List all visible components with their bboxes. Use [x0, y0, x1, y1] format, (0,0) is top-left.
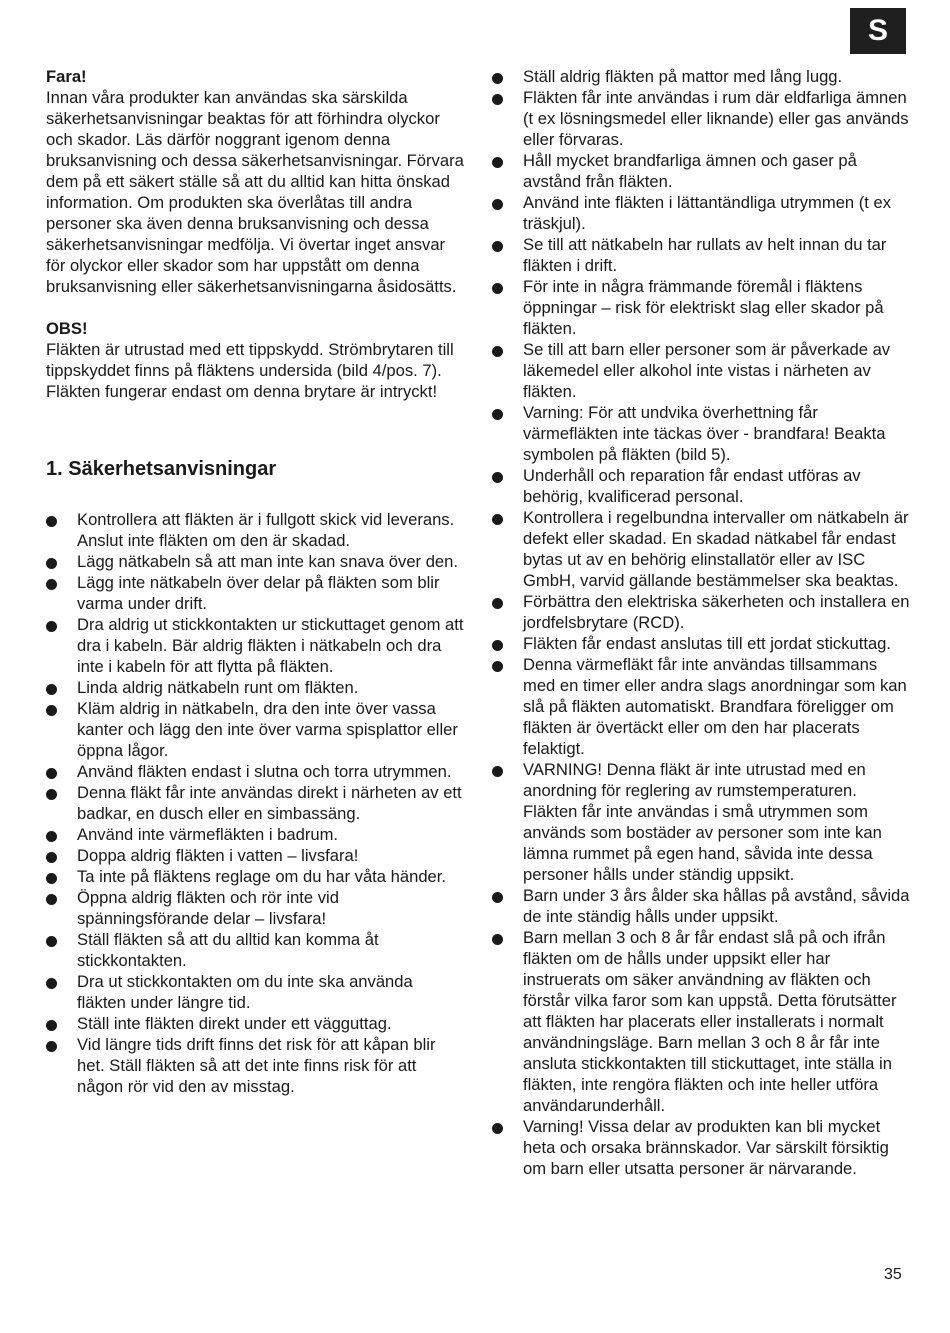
- list-item: [46, 1034, 466, 1097]
- list-item: [492, 654, 910, 759]
- list-item-text: Fläkten får endast anslutas till ett jordat stickuttag.: [523, 634, 892, 653]
- left-column: [46, 66, 466, 1097]
- list-item: [492, 66, 910, 87]
- list-item-text: Använd inte värmefläkten i badrum.: [77, 825, 339, 844]
- list-item-text: Öppna aldrig fläkten och rör inte vid spänningsförande delar – livsfara!: [77, 888, 339, 928]
- list-item: [492, 927, 910, 1116]
- list-item: [492, 1116, 910, 1179]
- bullet-icon: [46, 1041, 57, 1052]
- bullet-icon: [46, 894, 57, 905]
- list-item: [46, 824, 466, 845]
- bullet-icon: [46, 1020, 57, 1031]
- danger-block: [46, 66, 466, 297]
- list-item-text: Barn under 3 års ålder ska hållas på avstånd, såvida de inte ständig hålls under uppsikt.: [523, 886, 910, 926]
- safety-list-left: [46, 509, 466, 1097]
- list-item-text: Se till att nätkabeln har rullats av helt innan du tar fläkten i drift.: [523, 235, 887, 275]
- list-item: [492, 465, 910, 507]
- list-item: [492, 234, 910, 276]
- list-item-text: Kontrollera att fläkten är i fullgott skick vid leverans. Anslut inte fläkten om den är skadad.: [77, 510, 455, 550]
- list-item: [492, 507, 910, 591]
- bullet-icon: [492, 283, 503, 294]
- bullet-icon: [492, 409, 503, 420]
- bullet-icon: [492, 514, 503, 525]
- note-block: [46, 318, 466, 402]
- list-item-text: Håll mycket brandfarliga ämnen och gaser på avstånd från fläkten.: [523, 151, 857, 191]
- danger-heading: Fara!: [46, 67, 87, 86]
- note-text: Fläkten är utrustad med ett tippskydd. Strömbrytaren till tippskyddet finns på fläktens undersida (bild 4/pos. 7). Fläkten fungerar endast om denna brytare är intryckt!: [46, 340, 454, 401]
- list-item: [46, 1013, 466, 1034]
- list-item: [492, 276, 910, 339]
- list-item: [492, 402, 910, 465]
- list-item-text: Ta inte på fläktens reglage om du har våta händer.: [77, 867, 446, 886]
- bullet-icon: [492, 199, 503, 210]
- list-item-text: Varning! Vissa delar av produkten kan bli mycket heta och orsaka brännskador. Var särskilt försiktig om barn eller utsatta personer är närvarande.: [523, 1117, 889, 1178]
- list-item: [46, 782, 466, 824]
- list-item: [46, 971, 466, 1013]
- list-item: [46, 761, 466, 782]
- list-item: [46, 551, 466, 572]
- list-item: [46, 509, 466, 551]
- list-item: [46, 866, 466, 887]
- list-item: [46, 845, 466, 866]
- list-item: [492, 192, 910, 234]
- list-item: [46, 887, 466, 929]
- list-item: [492, 339, 910, 402]
- language-tab: S: [850, 8, 906, 54]
- right-column: [492, 66, 910, 1179]
- list-item-text: Dra aldrig ut stickkontakten ur stickuttaget genom att dra i kabeln. Bär aldrig fläkten i nätkabeln och dra inte i kabeln för att flytta på fläkten.: [77, 615, 464, 676]
- bullet-icon: [492, 94, 503, 105]
- list-item-text: För inte in några främmande föremål i fläktens öppningar – risk för elektriskt slag eller skador på fläkten.: [523, 277, 884, 338]
- bullet-icon: [46, 768, 57, 779]
- list-item-text: Underhåll och reparation får endast utföras av behörig, kvalificerad personal.: [523, 466, 861, 506]
- bullet-icon: [46, 789, 57, 800]
- bullet-icon: [46, 558, 57, 569]
- bullet-icon: [492, 640, 503, 651]
- bullet-icon: [492, 892, 503, 903]
- danger-text: Innan våra produkter kan användas ska särskilda säkerhetsanvisningar beaktas för att förhindra olyckor och skador. Läs därför noggrant igenom denna bruksanvisning och dessa säkerhetsanvisningar. Förvara dem på ett säkert ställe så att du alltid kan hitta önskad information. Om produkten ska överlåtas till andra personer ska även denna bruksanvisning och dessa säkerhetsanvisningar medfölja. Vi övertar inget ansvar för olyckor eller skador som har uppstått om denna bruksanvisning eller säkerhetsanvisningarna åsidosätts.: [46, 88, 464, 296]
- bullet-icon: [492, 934, 503, 945]
- list-item-text: Se till att barn eller personer som är påverkade av läkemedel eller alkohol inte vistas i närheten av fläkten.: [523, 340, 891, 401]
- list-item-text: Dra ut stickkontakten om du inte ska använda fläkten under längre tid.: [77, 972, 413, 1012]
- list-item: [492, 759, 910, 885]
- bullet-icon: [492, 73, 503, 84]
- list-item-text: Lägg nätkabeln så att man inte kan snava över den.: [77, 552, 458, 571]
- bullet-icon: [46, 873, 57, 884]
- bullet-icon: [46, 705, 57, 716]
- bullet-icon: [46, 852, 57, 863]
- list-item: [492, 591, 910, 633]
- list-item-text: Förbättra den elektriska säkerheten och installera en jordfelsbrytare (RCD).: [523, 592, 910, 632]
- list-item-text: Använd inte fläkten i lättantändliga utrymmen (t ex träskjul).: [523, 193, 892, 233]
- list-item-text: Ställ inte fläkten direkt under ett vägguttag.: [77, 1014, 392, 1033]
- bullet-icon: [46, 579, 57, 590]
- bullet-icon: [46, 516, 57, 527]
- list-item: [492, 633, 910, 654]
- list-item-text: Barn mellan 3 och 8 år får endast slå på och ifrån fläkten om de hålls under uppsikt eller har instruerats om säker användning av fläkten och förstår vilka faror som kan uppstå. Detta förutsätter att fläkten har placerats eller installerats i normalt användningsläge. Barn mellan 3 och 8 år får inte ansluta stickkontakten till stickuttaget, inte ställa in fläkten, inte rengöra fläkten och inte heller utföra användarunderhåll.: [523, 928, 897, 1115]
- list-item-text: Använd fläkten endast i slutna och torra utrymmen.: [77, 762, 452, 781]
- list-item: [492, 150, 910, 192]
- bullet-icon: [492, 472, 503, 483]
- list-item-text: Fläkten får inte användas i rum där eldfarliga ämnen (t ex lösningsmedel eller liknande) eller gas används eller förvaras.: [523, 88, 909, 149]
- bullet-icon: [46, 978, 57, 989]
- list-item-text: Denna värmefläkt får inte användas tillsammans med en timer eller andra slags anordningar som kan slå på fläkten automatiskt. Brandfara föreligger om fläkten är övertäckt eller om den har placerats felaktigt.: [523, 655, 907, 758]
- bullet-icon: [492, 346, 503, 357]
- page-number: 35: [884, 1266, 902, 1283]
- list-item-text: Kontrollera i regelbundna intervaller om nätkabeln är defekt eller skadad. En skadad nätkabel får endast bytas ut av en behörig elinstallatör eller av ISC GmbH, varvid gällande bestämmelser ska beaktas.: [523, 508, 909, 590]
- bullet-icon: [492, 157, 503, 168]
- bullet-icon: [492, 661, 503, 672]
- list-item-text: VARNING! Denna fläkt är inte utrustad med en anordning för reglering av rumstemperaturen. Fläkten får inte användas i små utrymmen som används som bostäder av personer som inte kan lämna rummet på egen hand, såvida inte dessa personer hålls under ständig uppsikt.: [523, 760, 882, 884]
- list-item-text: Kläm aldrig in nätkabeln, dra den inte över vassa kanter och lägg den inte över varma spisplattor eller öppna lågor.: [77, 699, 458, 760]
- list-item-text: Ställ fläkten så att du alltid kan komma åt stickkontakten.: [77, 930, 379, 970]
- bullet-icon: [492, 241, 503, 252]
- note-heading: OBS!: [46, 319, 88, 338]
- bullet-icon: [492, 1123, 503, 1134]
- list-item: [492, 87, 910, 150]
- list-item: [46, 677, 466, 698]
- list-item: [46, 698, 466, 761]
- list-item-text: Vid längre tids drift finns det risk för att kåpan blir het. Ställ fläkten så att det inte finns risk för att någon rör vid den av misstag.: [77, 1035, 436, 1096]
- section-title: 1. Säkerhetsanvisningar: [46, 458, 277, 480]
- list-item-text: Varning: För att undvika överhettning får värmefläkten inte täckas över - brandfara! Beakta symbolen på fläkten (bild 5).: [523, 403, 886, 464]
- list-item-text: Doppa aldrig fläkten i vatten – livsfara!: [77, 846, 359, 865]
- list-item-text: Lägg inte nätkabeln över delar på fläkten som blir varma under drift.: [77, 573, 440, 613]
- list-item: [492, 885, 910, 927]
- list-item-text: Ställ aldrig fläkten på mattor med lång lugg.: [523, 67, 843, 86]
- safety-list-right: [492, 66, 910, 1179]
- list-item: [46, 614, 466, 677]
- list-item-text: Linda aldrig nätkabeln runt om fläkten.: [77, 678, 359, 697]
- bullet-icon: [46, 831, 57, 842]
- bullet-icon: [46, 684, 57, 695]
- list-item: [46, 929, 466, 971]
- bullet-icon: [46, 936, 57, 947]
- bullet-icon: [46, 621, 57, 632]
- list-item-text: Denna fläkt får inte användas direkt i närheten av ett badkar, en dusch eller en simbassäng.: [77, 783, 462, 823]
- list-item: [46, 572, 466, 614]
- bullet-icon: [492, 598, 503, 609]
- bullet-icon: [492, 766, 503, 777]
